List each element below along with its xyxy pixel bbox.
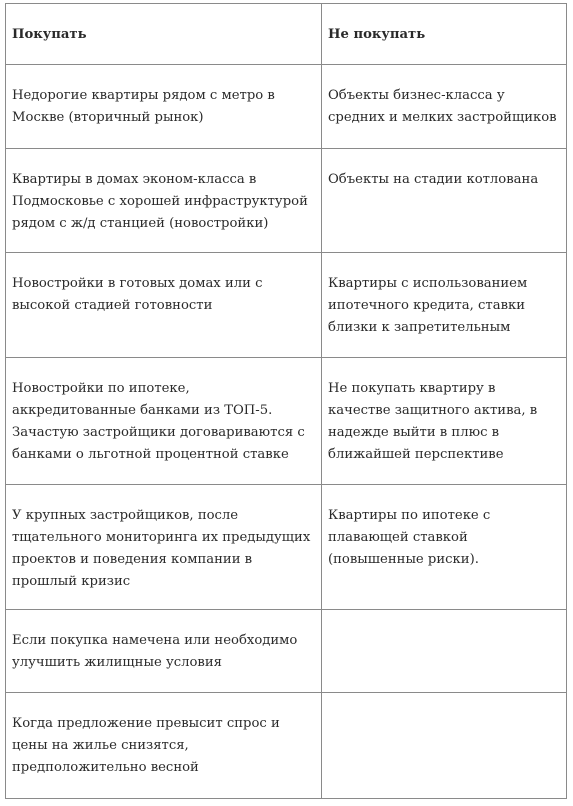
table-row: [6, 693, 567, 799]
table-row: [6, 253, 567, 358]
not-buy-cell: Квартиры с использованием ипотечного кредита, ставки близки к запретительным: [322, 253, 567, 358]
buy-cell: Новостройки по ипотеке, аккредитованные банками из ТОП-5. Зачастую застройщики договариваются с банками о льготной процентной ставке: [6, 358, 322, 485]
buy-cell: Когда предложение превысит спрос и цены на жилье снизятся, предположительно весной: [6, 693, 322, 799]
buy-not-buy-table: [5, 3, 567, 799]
not-buy-cell: [322, 693, 567, 799]
not-buy-cell: [322, 610, 567, 693]
not-buy-cell: Объекты на стадии котлована: [322, 149, 567, 253]
not-buy-cell: Объекты бизнес-класса у средних и мелких застройщиков: [322, 65, 567, 149]
table-row: [6, 485, 567, 610]
table-header-row: [6, 4, 567, 65]
header-not-buy: Не покупать: [322, 4, 567, 65]
buy-cell: Недорогие квартиры рядом с метро в Москве (вторичный рынок): [6, 65, 322, 149]
table-row: [6, 610, 567, 693]
buy-cell: Если покупка намечена или необходимо улучшить жилищные условия: [6, 610, 322, 693]
header-buy: Покупать: [6, 4, 322, 65]
buy-cell: Квартиры в домах эконом-класса в Подмосковье с хорошей инфраструктурой рядом с ж/д станцией (новостройки): [6, 149, 322, 253]
buy-cell: У крупных застройщиков, после тщательного мониторинга их предыдущих проектов и поведения компании в прошлый кризис: [6, 485, 322, 610]
not-buy-cell: Квартиры по ипотеке с плавающей ставкой (повышенные риски).: [322, 485, 567, 610]
not-buy-cell: Не покупать квартиру в качестве защитного актива, в надежде выйти в плюс в ближайшей перспективе: [322, 358, 567, 485]
table-row: [6, 65, 567, 149]
table-row: [6, 149, 567, 253]
table-row: [6, 358, 567, 485]
buy-cell: Новостройки в готовых домах или с высокой стадией готовности: [6, 253, 322, 358]
